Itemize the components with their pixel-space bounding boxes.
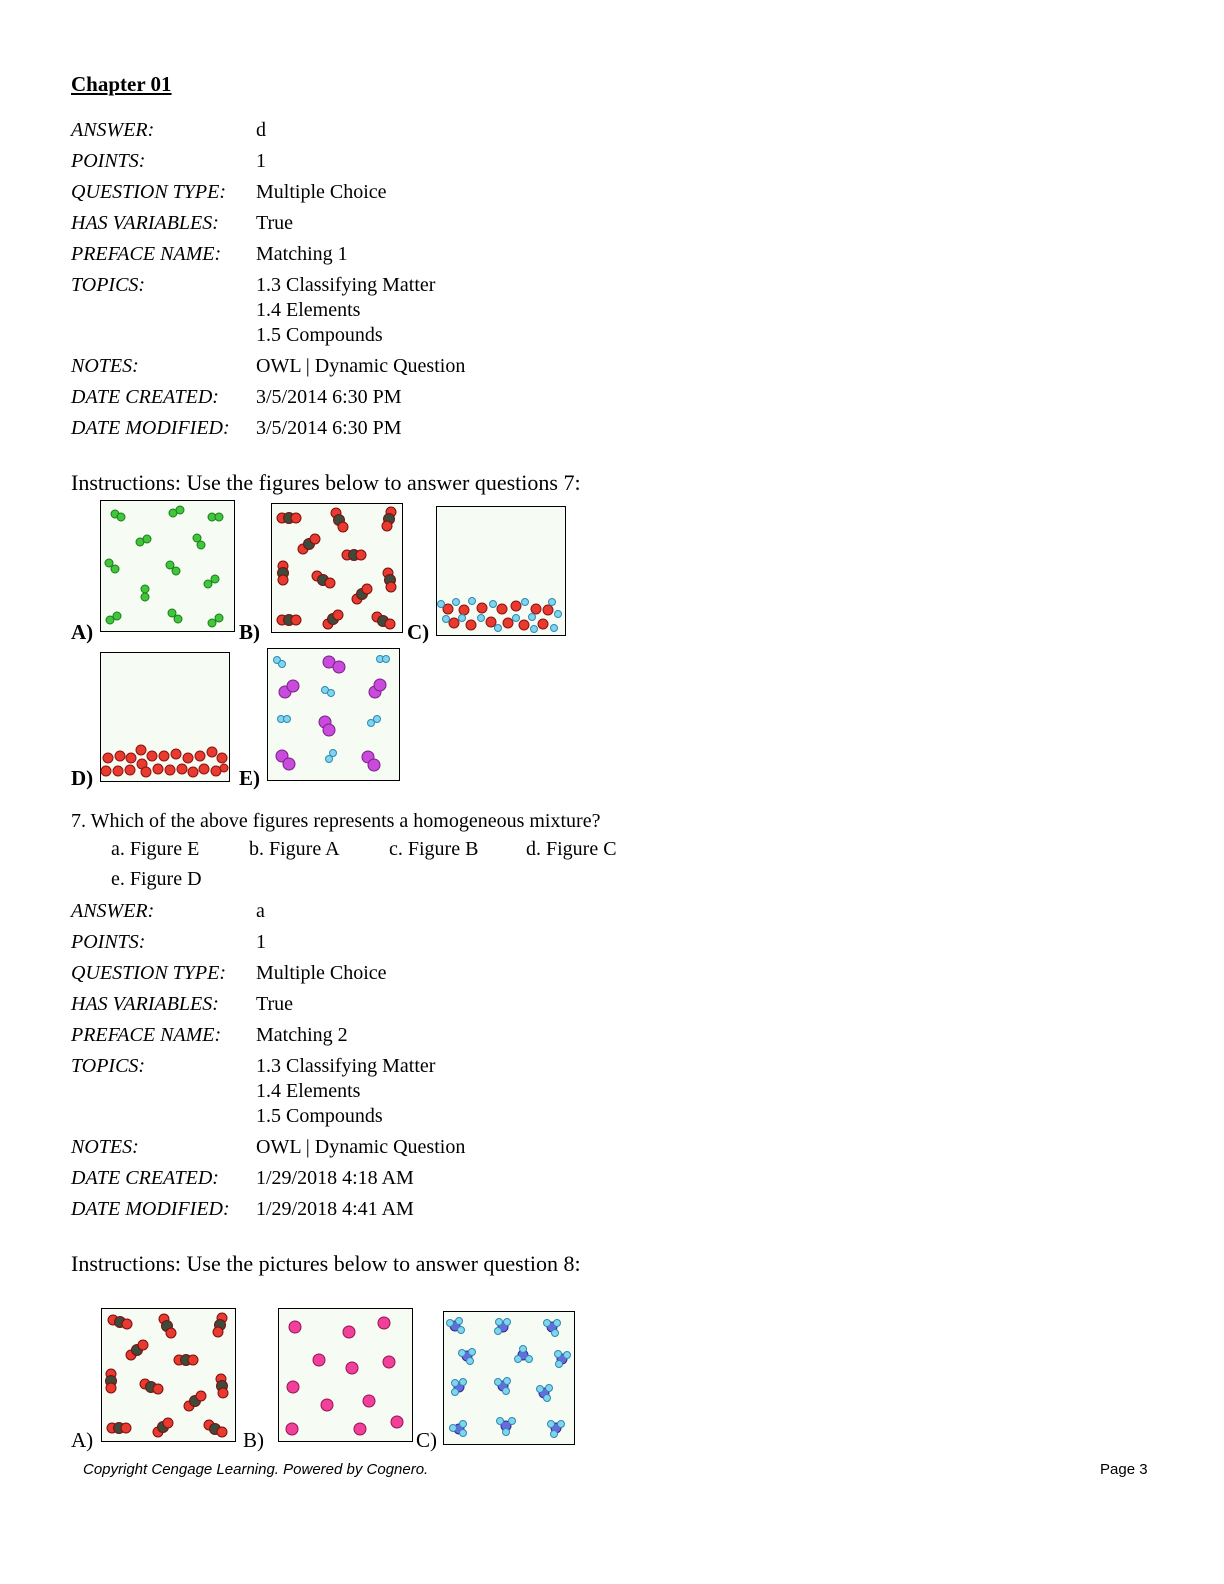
answer-value: a <box>256 900 265 922</box>
picture-c-label: C) <box>416 1428 437 1452</box>
figure-a-label: A) <box>71 620 94 644</box>
figure-b-image <box>271 503 403 633</box>
answer-label: ANSWER: <box>71 119 155 141</box>
date-modified-label: DATE MODIFIED: <box>71 1198 230 1220</box>
date-created-value: 3/5/2014 6:30 PM <box>256 386 402 408</box>
question-type-value: Multiple Choice <box>256 181 387 203</box>
date-modified-value: 1/29/2018 4:41 AM <box>256 1198 414 1220</box>
instructions-1: Instructions: Use the figures below to answer questions 7: <box>71 470 581 495</box>
figure-a-green-molecules <box>100 500 235 632</box>
option-b[interactable]: b. Figure A <box>249 838 340 860</box>
figure-c-liquid-mixture <box>436 506 566 636</box>
has-variables-label: HAS VARIABLES: <box>71 993 219 1015</box>
points-value: 1 <box>256 931 266 953</box>
topics-label: TOPICS: <box>71 274 146 296</box>
figure-d-image <box>100 652 230 782</box>
question-7-text: 7. Which of the above figures represents a homogeneous mixture? <box>71 810 601 832</box>
metadata-block-2 <box>71 899 465 1222</box>
picture-b-label: B) <box>243 1428 264 1452</box>
picture-c-molecules <box>443 1311 575 1445</box>
question-type-label: QUESTION TYPE: <box>71 962 227 984</box>
figure-b-co2-molecules <box>271 503 403 633</box>
question-7-options <box>111 838 617 861</box>
figure-e-label: E) <box>239 766 260 790</box>
date-created-label: DATE CREATED: <box>71 1167 219 1189</box>
footer-copyright: Copyright Cengage Learning. Powered by Cognero. <box>83 1461 429 1478</box>
option-d[interactable]: d. Figure C <box>526 838 617 860</box>
option-a[interactable]: a. Figure E <box>111 838 200 860</box>
preface-name-value: Matching 1 <box>256 243 348 265</box>
date-created-value: 1/29/2018 4:18 AM <box>256 1167 414 1189</box>
picture-a-image <box>101 1308 236 1442</box>
figure-d-red-liquid <box>100 652 230 782</box>
answer-value: d <box>256 119 266 141</box>
option-c[interactable]: c. Figure B <box>389 838 479 860</box>
figure-a-image <box>100 500 235 632</box>
topics-value: 1.3 Classifying Matter 1.4 Elements 1.5 Compounds <box>256 274 436 346</box>
picture-b-image <box>278 1308 413 1442</box>
topics-value: 1.3 Classifying Matter 1.4 Elements 1.5 Compounds <box>256 1055 436 1127</box>
preface-name-label: PREFACE NAME: <box>71 243 222 265</box>
preface-name-value: Matching 2 <box>256 1024 348 1046</box>
notes-value: OWL | Dynamic Question <box>256 1136 466 1158</box>
answer-label: ANSWER: <box>71 900 155 922</box>
figure-b-label: B) <box>239 620 260 644</box>
metadata-block-1 <box>71 118 465 441</box>
picture-b-pink-atoms <box>278 1308 413 1442</box>
notes-label: NOTES: <box>71 1136 139 1158</box>
figure-c-label: C) <box>407 620 430 644</box>
question-type-value: Multiple Choice <box>256 962 387 984</box>
notes-label: NOTES: <box>71 355 139 377</box>
topics-label: TOPICS: <box>71 1055 146 1077</box>
question-7-options-row-2 <box>111 868 202 891</box>
notes-value: OWL | Dynamic Question <box>256 355 466 377</box>
footer-page-number: Page 3 <box>1100 1461 1148 1478</box>
points-value: 1 <box>256 150 266 172</box>
preface-name-label: PREFACE NAME: <box>71 1024 222 1046</box>
date-created-label: DATE CREATED: <box>71 386 219 408</box>
points-label: POINTS: <box>71 150 146 172</box>
has-variables-value: True <box>256 993 294 1015</box>
figure-e-gas-mixture <box>267 648 400 781</box>
figure-c-image <box>436 506 566 636</box>
chapter-title: Chapter 01 <box>71 72 172 96</box>
picture-a-co2-molecules <box>101 1308 236 1442</box>
option-e[interactable]: e. Figure D <box>111 868 202 890</box>
has-variables-value: True <box>256 212 294 234</box>
figure-e-image <box>267 648 400 781</box>
figure-d-label: D) <box>71 766 94 790</box>
date-modified-label: DATE MODIFIED: <box>71 417 230 439</box>
instructions-2: Instructions: Use the pictures below to answer question 8: <box>71 1251 581 1276</box>
points-label: POINTS: <box>71 931 146 953</box>
has-variables-label: HAS VARIABLES: <box>71 212 219 234</box>
picture-c-image <box>443 1311 575 1445</box>
date-modified-value: 3/5/2014 6:30 PM <box>256 417 402 439</box>
question-type-label: QUESTION TYPE: <box>71 181 227 203</box>
picture-a-label: A) <box>71 1428 94 1452</box>
